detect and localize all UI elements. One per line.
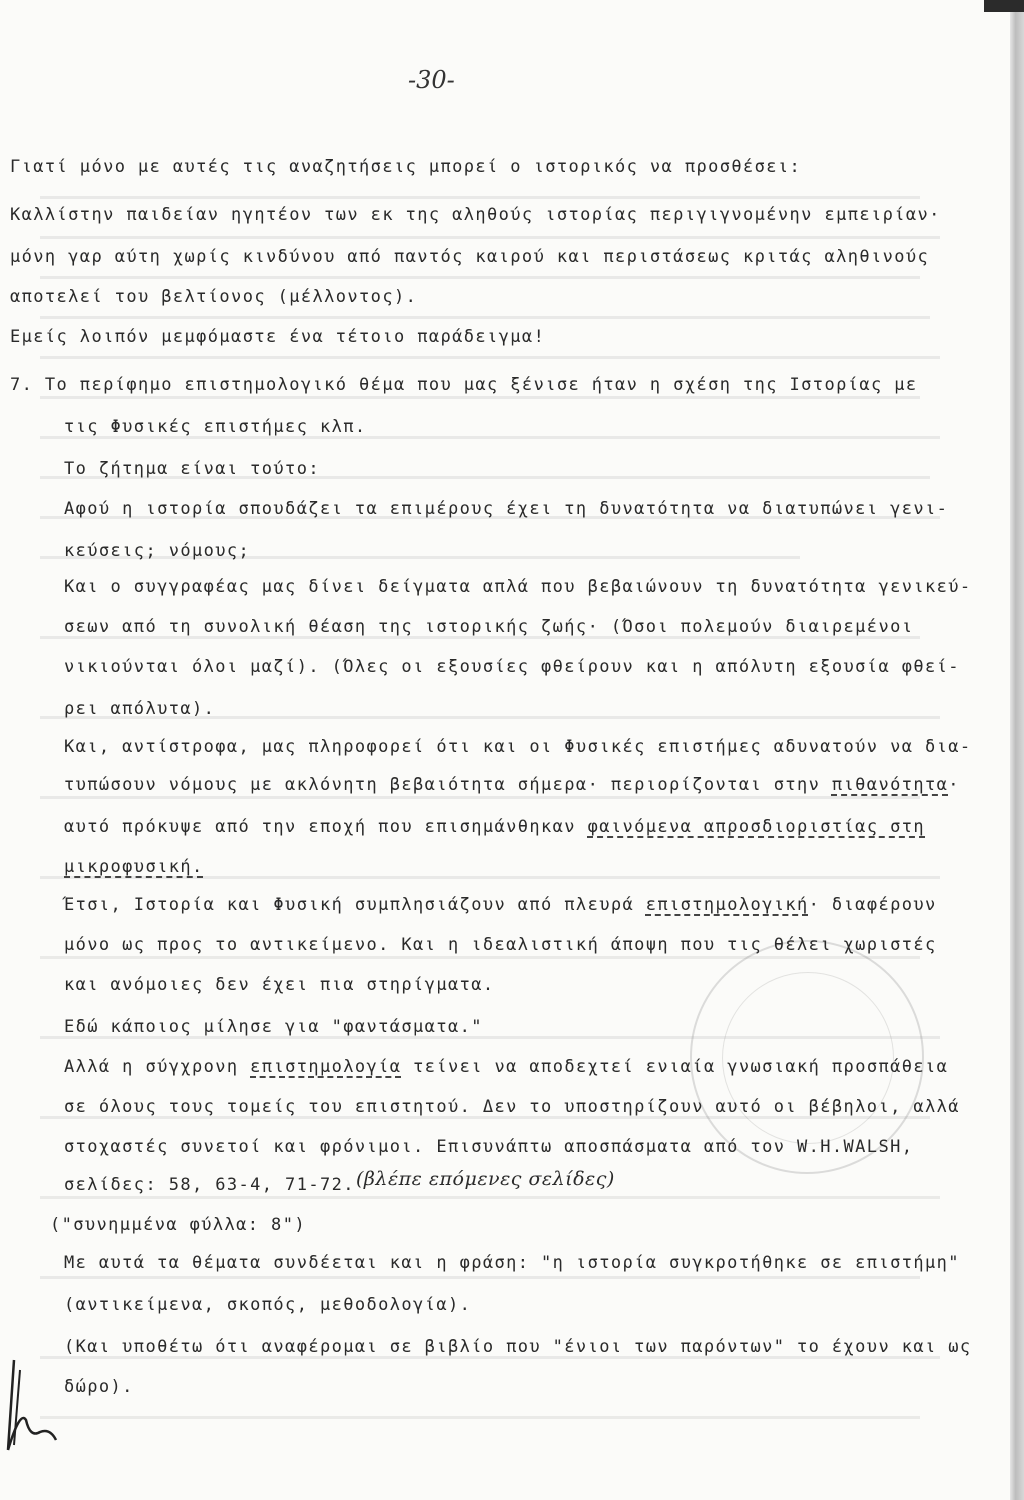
text-line-12: σεων από τη συνολική θέαση της ιστορικής ζωής· (Όσοι πολεμούν διαιρεμένοι [64,617,914,637]
text-line-31: δώρο). [64,1377,134,1397]
page-number: -30- [408,66,455,94]
text-line-13: νικιούνται όλοι μαζί). (Όλες οι εξουσίες φθείρουν και η απόλυτη εξουσία φθεί- [64,657,960,677]
text-line-15: Και, αντίστροφα, μας πληροφορεί ότι και οι Φυσικές επιστήμες αδυνατούν να δια- [64,737,972,757]
text-line-21: και ανόμοιες δεν έχει πια στηρίγματα. [64,975,495,995]
text-line-10: κεύσεις; νόμους; [64,541,251,561]
section-7-heading-line: 7. Το περίφημο επιστημολογικό θέμα που μας ξένισε ήταν η σχέση της Ιστορίας με [10,375,918,395]
handwritten-signature [0,1350,60,1460]
underlined-term: επιστημολογία [250,1057,402,1077]
text-line-11: Και ο συγγραφέας μας δίνει δείγματα απλά που βεβαιώνουν τη δυνατότητα γενικεύ- [64,577,972,597]
text-line-16: τυπώσουν νόμους με ακλόνητη βεβαιότητα σήμερα· περιορίζονται στην πιθανότητα· [64,775,960,795]
text-line-9: Αφού η ιστορία σπουδάζει τα επιμέρους έχει τη δυνατότητα να διατυπώνει γενι- [64,499,949,519]
text-line-17: αυτό πρόκυψε από την εποχή που επισημάνθηκαν φαινόμενα απροσδιοριστίας στη [64,817,925,837]
text-line-20: μόνο ως προς το αντικείμενο. Και η ιδεαλιστική άποψη που τις θέλει χωριστές [64,935,937,955]
scan-border [984,0,1024,12]
text-line-19: Έτσι, Ιστορία και Φυσική συμπλησιάζουν από πλευρά επιστημολογική· διαφέρουν [64,895,937,915]
text-line-29: (αντικείμενα, σκοπός, μεθοδολογία). [64,1295,472,1315]
text-line-23: Αλλά η σύγχρονη επιστημολογία τείνει να αποδεχτεί ενιαία γνωσιακή προσπάθεια [64,1057,949,1077]
text-line-27: ("συνημμένα φύλλα: 8") [50,1215,306,1235]
text-line-7: τις Φυσικές επιστήμες κλπ. [64,417,367,437]
handwritten-note: (βλέπε επόμενες σελίδες) [356,1168,615,1190]
text-line-24: σε όλους τους τομείς του επιστητού. Δεν το υποστηρίζουν αυτό οι βέβηλοι, αλλά [64,1097,960,1117]
text-line-3: μόνη γαρ αύτη χωρίς κινδύνου από παντός καιρού και περιστάσεως κριτάς αληθινούς [10,247,930,267]
underlined-term: φαινόμενα απροσδιοριστίας στη [587,817,925,837]
underlined-term: πιθανότητα [831,775,949,795]
text-line-8: Το ζήτημα είναι τούτο: [64,459,320,479]
text-line-25: στοχαστές συνετοί και φρόνιμοι. Επισυνάπτω αποσπάσματα από τον W.H.WALSH, [64,1137,914,1157]
text-line-22: Εδώ κάποιος μίλησε για "φαντάσματα." [64,1017,483,1037]
text-line-18: μικροφυσική. [64,857,204,877]
text-line-26: σελίδες: 58, 63-4, 71-72. [64,1175,355,1195]
text-line-2: Καλλίστην παιδείαν ηγητέον των εκ της αληθούς ιστορίας περιγιγνομένην εμπειρίαν· [10,205,941,225]
text-line-14: ρει απόλυτα). [64,699,216,719]
underlined-term: επιστημολογική [645,895,809,915]
page-edge [1010,0,1024,1500]
text-line-4: αποτελεί του βελτίονος (μέλλοντος). [10,287,418,307]
text-line-5: Εμείς λοιπόν μεμφόμαστε ένα τέτοιο παράδειγμα! [10,327,546,347]
text-line-1: Γιατί μόνο με αυτές τις αναζητήσεις μπορεί ο ιστορικός να προσθέσει: [10,157,802,177]
text-line-30: (Και υποθέτω ότι αναφέρομαι σε βιβλίο που "ένιοι των παρόντων" το έχουν και ως [64,1337,972,1357]
text-line-28: Με αυτά τα θέματα συνδέεται και η φράση: "η ιστορία συγκροτήθηκε σε επιστήμη" [64,1253,960,1273]
